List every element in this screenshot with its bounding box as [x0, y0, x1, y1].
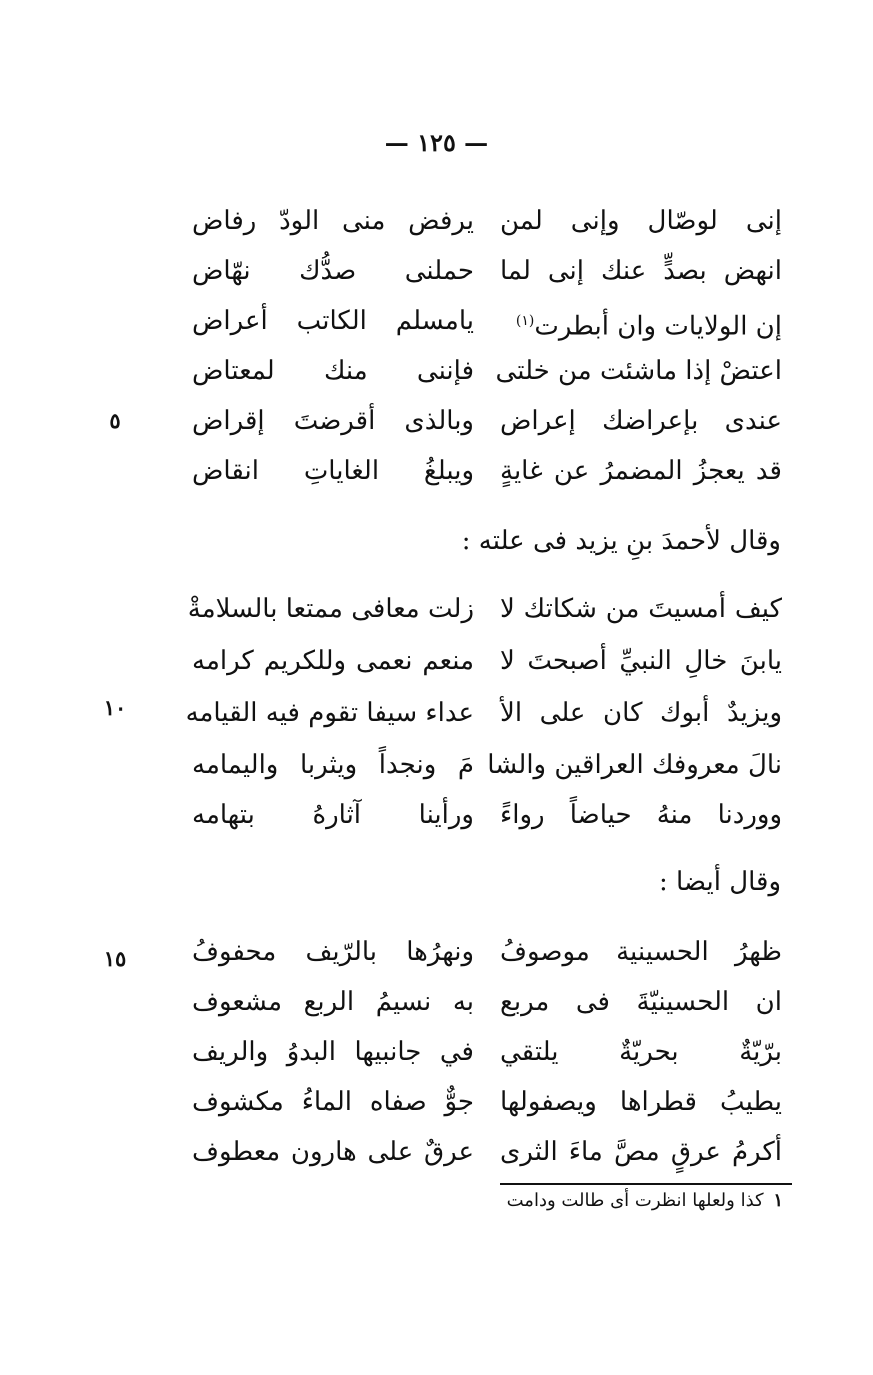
second-hemistich: عرقٌ على هارون معطوف [192, 1137, 474, 1167]
verse [192, 246, 782, 296]
first-hemistich: ان الحسينيّةَ فى مربع [500, 987, 782, 1017]
poem-intro: وقال لأحمدَ بنِ يزيد فى علته : [461, 526, 781, 556]
first-hemistich: عندى بإعراضك إعراض [500, 406, 782, 436]
verse [192, 1127, 782, 1177]
margin-line-number: ٥ [109, 408, 121, 433]
footnote-ref: (١) [515, 313, 535, 329]
first-hemistich: يطيبُ قطراها ويصفولها [500, 1087, 782, 1117]
footnote-text: كذا ولعلها انظرت أى طالت ودامت [506, 1190, 764, 1211]
verse [192, 396, 782, 446]
page-number: — ١٢٥ — [384, 128, 489, 157]
verse [192, 636, 782, 686]
verse [192, 196, 782, 246]
first-hemistich: ووردنا منهُ حياضاً رواءً [500, 800, 782, 830]
first-hemistich: انهض بصدٍّ عنك إنى لما [500, 256, 782, 286]
verse [192, 977, 782, 1027]
second-hemistich: ونهرُها بالرّيف محفوفُ [192, 937, 474, 967]
verse [192, 296, 782, 346]
margin-line-number: ١٥ [103, 946, 127, 971]
first-hemistich: نالَ معروفك العراقين والشا [487, 750, 782, 780]
verse [187, 584, 782, 634]
verse [192, 346, 782, 396]
first-hemistich: أكرمُ عرقٍ مصَّ ماءَ الثرى [500, 1137, 782, 1167]
footnote-rule [500, 1183, 792, 1185]
verse [185, 688, 782, 738]
second-hemistich: عداء سيفا تقوم فيه القيامه [185, 698, 474, 728]
verse [192, 927, 782, 977]
hemistich-text: إن الولايات وان أبطرت [534, 311, 782, 342]
margin-line-number: ١٠ [103, 695, 127, 720]
second-hemistich: به نسيمُ الربع مشعوف [192, 987, 474, 1017]
first-hemistich: إنى لوصّال وإنى لمن [500, 206, 782, 236]
second-hemistich: ويبلغُ الغاياتِ انقاض [192, 456, 474, 486]
first-hemistich: اعتضْ إذا ماشئت من خلتى [495, 356, 782, 386]
second-hemistich: ورأينا آثارهُ بتهامه [192, 800, 474, 830]
verse [192, 790, 782, 840]
second-hemistich: منعم نعمى وللكريم كرامه [192, 646, 474, 676]
second-hemistich: حملنى صدُّك نهّاض [192, 256, 474, 286]
footnote [507, 1190, 783, 1211]
verse [192, 740, 782, 790]
first-hemistich: يابنَ خالِ النبيِّ أصبحتَ لا [500, 646, 782, 676]
verse [192, 1077, 782, 1127]
first-hemistich: برّيّةٌ بحريّةٌ يلتقي [500, 1037, 782, 1067]
first-hemistich [500, 296, 782, 352]
poem-intro: وقال أيضا : [658, 867, 781, 897]
second-hemistich: يامسلم الكاتب أعراض [192, 306, 474, 336]
second-hemistich: جوٌّ صفاه الماءُ مكشوف [192, 1087, 474, 1117]
first-hemistich: كيف أمسيتَ من شكاتك لا [500, 594, 782, 624]
second-hemistich: يرفض منى الودّ رفاض [192, 206, 474, 236]
first-hemistich: ظهرُ الحسينية موصوفُ [500, 937, 782, 967]
second-hemistich: وبالذى أقرضتَ إقراض [192, 406, 474, 436]
first-hemistich: قد يعجزُ المضمرُ عن غايةٍ [500, 456, 782, 486]
second-hemistich: زلت معافى ممتعا بالسلامةْ [187, 594, 474, 624]
second-hemistich: في جانبيها البدوُ والريف [192, 1037, 474, 1067]
first-hemistich: ويزيدٌ أبوك كان على الأ [500, 698, 782, 728]
second-hemistich: فإننى منك لمعتاض [192, 356, 474, 386]
second-hemistich: مَ ونجداً ويثربا واليمامه [192, 750, 474, 780]
verse [192, 446, 782, 496]
verse [192, 1027, 782, 1077]
footnote-mark: ١ [773, 1190, 783, 1211]
